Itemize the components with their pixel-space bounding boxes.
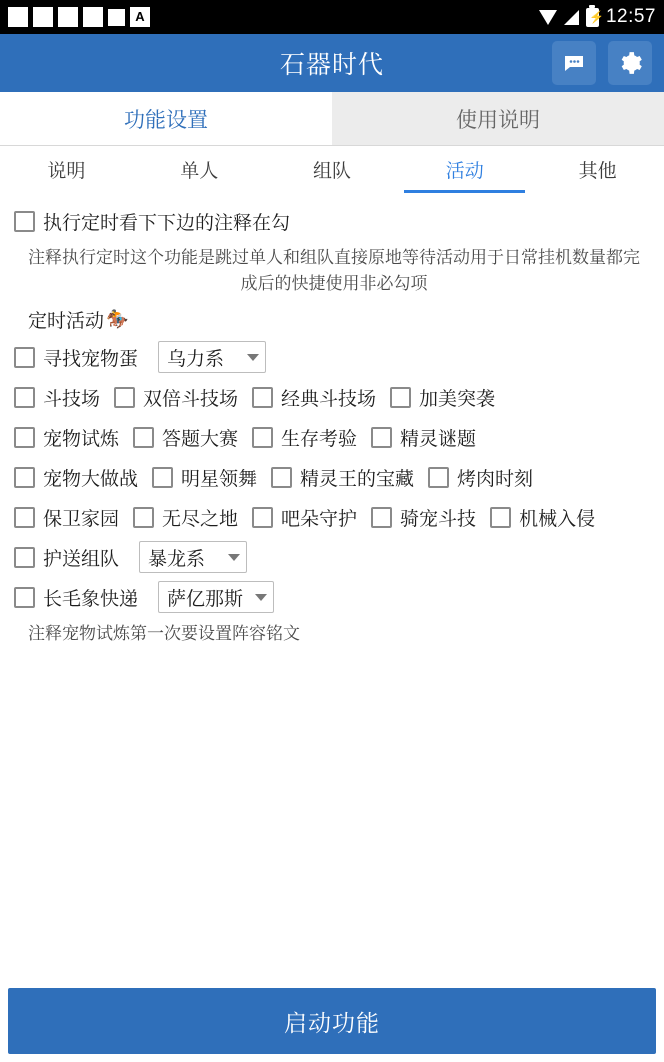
wifi-icon: [539, 10, 557, 25]
chevron-down-icon: [255, 594, 267, 601]
checkbox-label: 执行定时看下下边的注释在勾: [43, 212, 291, 234]
checkbox-item-quiz[interactable]: [133, 424, 238, 451]
checkbox-label: 宠物试炼: [43, 428, 120, 450]
checkbox-label: 烤肉时刻: [457, 468, 534, 490]
checkbox-icon[interactable]: [14, 507, 35, 528]
horse-racing-icon: 🏇: [106, 309, 129, 329]
start-function-label: 启动功能: [284, 1009, 380, 1036]
checkbox-item-escort-team[interactable]: [14, 544, 119, 571]
checkbox-icon[interactable]: [252, 507, 273, 528]
checkbox-item-mammoth-delivery[interactable]: [14, 584, 138, 611]
row-arena: [0, 377, 664, 417]
status-bar-right-icons: [539, 6, 656, 28]
signal-icon: [564, 10, 579, 25]
status-square-icon-5: [108, 9, 125, 26]
checkbox-item-arena[interactable]: [14, 384, 100, 411]
checkbox-item-spirit-king-treasure[interactable]: [271, 464, 414, 491]
sub-tabs: [0, 146, 664, 193]
checkbox-label: 长毛象快递: [43, 588, 139, 610]
spinner-escort-team-type[interactable]: [139, 541, 247, 573]
checkbox-item-pet-egg[interactable]: [14, 344, 138, 371]
checkbox-item-mount-arena[interactable]: [371, 504, 476, 531]
checkbox-icon[interactable]: [133, 507, 154, 528]
checkbox-icon[interactable]: [152, 467, 173, 488]
checkbox-item-defend-home[interactable]: [14, 504, 119, 531]
checkbox-item-machine-invasion[interactable]: [490, 504, 595, 531]
row-timer-toggle: [0, 201, 664, 241]
checkbox-icon[interactable]: [252, 387, 273, 408]
row-escort-team: [0, 537, 664, 577]
chat-button[interactable]: [552, 41, 596, 85]
row-pet-trial: [0, 417, 664, 457]
checkbox-label: 护送组队: [43, 548, 120, 570]
chevron-down-icon: [228, 554, 240, 561]
checkbox-icon[interactable]: [14, 211, 35, 232]
status-square-icon-4: [83, 7, 103, 27]
spinner-value: 暴龙系: [148, 548, 206, 570]
note-bottom: 注释宠物试炼第一次要设置阵容铭文: [28, 624, 300, 643]
checkbox-icon[interactable]: [14, 347, 35, 368]
status-bar: [0, 0, 664, 34]
checkbox-icon[interactable]: [14, 467, 35, 488]
checkbox-item-star-dance[interactable]: [152, 464, 257, 491]
checkbox-icon[interactable]: [428, 467, 449, 488]
checkbox-icon[interactable]: [14, 427, 35, 448]
note-top: 注释执行定时这个功能是跳过单人和组队直接原地等待活动用于日常挂机数量都完成后的快捷使用非必勾项: [28, 248, 640, 293]
chat-bubble-icon: [562, 51, 586, 75]
checkbox-label: 保卫家园: [43, 508, 120, 530]
checkbox-item-pet-trial[interactable]: [14, 424, 119, 451]
checkbox-icon[interactable]: [14, 547, 35, 568]
checkbox-label: 无尽之地: [162, 508, 239, 530]
checkbox-label: 加美突袭: [419, 388, 496, 410]
status-bar-left-icons: [8, 7, 150, 27]
subtab-zudui[interactable]: 组队: [312, 161, 351, 182]
row-defend-home: [0, 497, 664, 537]
spinner-value: 萨亿那斯: [167, 588, 244, 610]
row-pet-battle: [0, 457, 664, 497]
checkbox-label: 答题大赛: [162, 428, 239, 450]
checkbox-item-jiamei-raid[interactable]: [390, 384, 495, 411]
checkbox-item-spirit-puzzle[interactable]: [371, 424, 476, 451]
tab-instructions[interactable]: 使用说明: [332, 92, 664, 145]
battery-charging-icon: ⚡: [586, 8, 599, 27]
checkbox-item-classic-arena[interactable]: [252, 384, 376, 411]
section-label-text: 定时活动: [28, 311, 105, 332]
checkbox-label: 机械入侵: [519, 508, 596, 530]
status-square-icon-3: [58, 7, 78, 27]
subtab-danren[interactable]: 单人: [180, 161, 219, 182]
checkbox-icon[interactable]: [114, 387, 135, 408]
status-square-icon-1: [8, 7, 28, 27]
checkbox-item-baduo-guard[interactable]: [252, 504, 357, 531]
checkbox-label: 明星领舞: [181, 468, 258, 490]
checkbox-icon[interactable]: [390, 387, 411, 408]
checkbox-label: 骑宠斗技: [400, 508, 477, 530]
chevron-down-icon: [247, 354, 259, 361]
status-letter-badge-icon: A: [130, 7, 150, 27]
row-mammoth-delivery: [0, 577, 664, 617]
spinner-value: 乌力系: [167, 348, 225, 370]
checkbox-item-survival[interactable]: [252, 424, 357, 451]
checkbox-label: 精灵王的宝藏: [300, 468, 415, 490]
subtab-qita[interactable]: 其他: [578, 161, 617, 182]
checkbox-icon[interactable]: [14, 587, 35, 608]
checkbox-icon[interactable]: [133, 427, 154, 448]
top-tabs: [0, 92, 664, 146]
spinner-pet-egg-type[interactable]: [158, 341, 266, 373]
settings-content: [0, 193, 664, 988]
checkbox-icon[interactable]: [490, 507, 511, 528]
subtab-huodong[interactable]: 活动: [398, 146, 531, 193]
checkbox-label: 经典斗技场: [281, 388, 377, 410]
status-square-icon-2: [33, 7, 53, 27]
row-pet-egg: [0, 337, 664, 377]
page-title: 石器时代: [279, 51, 384, 79]
checkbox-icon[interactable]: [371, 507, 392, 528]
app-bar: [0, 34, 664, 92]
checkbox-item-bbq-time[interactable]: [428, 464, 533, 491]
spinner-mammoth-route[interactable]: [158, 581, 274, 613]
section-label-timed-activity: [0, 300, 664, 337]
checkbox-label: 斗技场: [43, 388, 101, 410]
start-function-button[interactable]: [8, 988, 656, 1054]
gear-icon: [617, 50, 643, 76]
subtab-shuoming[interactable]: 说明: [47, 161, 86, 182]
tab-function-settings[interactable]: 功能设置: [0, 92, 332, 145]
checkbox-item-timer[interactable]: [14, 208, 290, 235]
checkbox-item-endless-land[interactable]: [133, 504, 238, 531]
checkbox-icon[interactable]: [371, 427, 392, 448]
checkbox-label: 精灵谜题: [400, 428, 477, 450]
settings-button[interactable]: [608, 41, 652, 85]
checkbox-item-pet-battle[interactable]: [14, 464, 138, 491]
app-bar-actions: [552, 34, 652, 92]
checkbox-label: 寻找宠物蛋: [43, 348, 139, 370]
checkbox-label: 吧朵守护: [281, 508, 358, 530]
checkbox-icon[interactable]: [271, 467, 292, 488]
checkbox-item-double-arena[interactable]: [114, 384, 238, 411]
checkbox-label: 宠物大做战: [43, 468, 139, 490]
status-clock: 12:57: [605, 6, 656, 27]
checkbox-icon[interactable]: [252, 427, 273, 448]
checkbox-icon[interactable]: [14, 387, 35, 408]
checkbox-label: 双倍斗技场: [143, 388, 239, 410]
checkbox-label: 生存考验: [281, 428, 358, 450]
